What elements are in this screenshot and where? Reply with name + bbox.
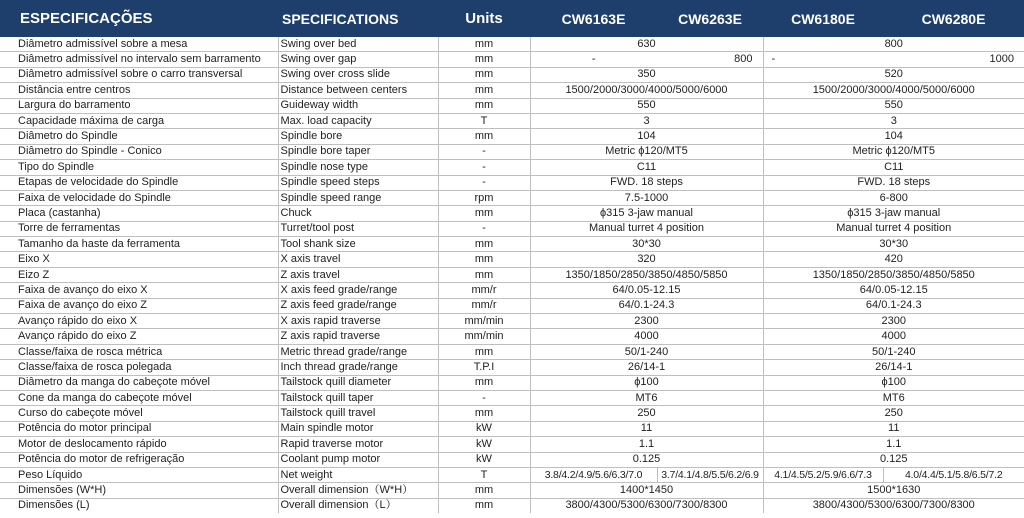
spec-unit: mm xyxy=(438,52,530,67)
spec-value-cw6263e: 3.7/4.1/4.8/5.5/6.2/6.9 xyxy=(657,467,763,482)
spec-unit: T xyxy=(438,113,530,128)
spec-label-pt: Faixa de velocidade do Spindle xyxy=(0,190,278,205)
spec-value-cw6x80e: ϕ100 xyxy=(763,375,1024,390)
spec-label-en: X axis travel xyxy=(278,252,438,267)
spec-value-cw6x63e: 250 xyxy=(530,406,763,421)
spec-value-cw6x63e: 64/0.1-24.3 xyxy=(530,298,763,313)
spec-value-cw6x63e: 2300 xyxy=(530,314,763,329)
spec-value-cw6x63e: 1.1 xyxy=(530,437,763,452)
header-row xyxy=(0,0,1024,37)
spec-value-cw6x80e: 520 xyxy=(763,67,1024,82)
spec-label-pt: Faixa de avanço do eixo X xyxy=(0,283,278,298)
spec-label-pt: Diâmetro da manga do cabeçote móvel xyxy=(0,375,278,390)
spec-unit: mm xyxy=(438,483,530,498)
spec-value-cw6x80e: ϕ315 3-jaw manual xyxy=(763,206,1024,221)
spec-label-en: X axis feed grade/range xyxy=(278,283,438,298)
spec-unit: - xyxy=(438,175,530,190)
spec-unit: mm xyxy=(438,129,530,144)
table-row xyxy=(0,437,1024,452)
spec-unit: rpm xyxy=(438,190,530,205)
spec-label-pt: Dimensões (W*H) xyxy=(0,483,278,498)
spec-table-body xyxy=(0,37,1024,513)
spec-unit: mm xyxy=(438,344,530,359)
spec-label-en: Rapid traverse motor xyxy=(278,437,438,452)
header-model-cw6263e: CW6263E xyxy=(657,0,763,37)
spec-value-cw6x80e: 4000 xyxy=(763,329,1024,344)
table-row xyxy=(0,375,1024,390)
spec-label-pt: Distância entre centros xyxy=(0,83,278,98)
spec-label-pt: Largura do barramento xyxy=(0,98,278,113)
spec-label-pt: Cone da manga do cabeçote móvel xyxy=(0,390,278,405)
spec-label-pt: Faixa de avanço do eixo Z xyxy=(0,298,278,313)
table-row xyxy=(0,314,1024,329)
table-row xyxy=(0,390,1024,405)
spec-unit: mm xyxy=(438,267,530,282)
spec-label-en: Spindle speed steps xyxy=(278,175,438,190)
spec-unit: mm xyxy=(438,83,530,98)
spec-value-cw6x63e: 3 xyxy=(530,113,763,128)
spec-label-en: Spindle nose type xyxy=(278,160,438,175)
spec-unit: mm xyxy=(438,375,530,390)
spec-value-cw6180e: 4.1/4.5/5.2/5.9/6.6/7.3 xyxy=(763,467,883,482)
table-row xyxy=(0,98,1024,113)
table-row xyxy=(0,83,1024,98)
spec-value-cw6x80e: 550 xyxy=(763,98,1024,113)
spec-value-cw6x80e: 11 xyxy=(763,421,1024,436)
spec-value-cw6x63e: MT6 xyxy=(530,390,763,405)
spec-label-en: Z axis feed grade/range xyxy=(278,298,438,313)
spec-value-cw6x80e: C11 xyxy=(763,160,1024,175)
table-row xyxy=(0,498,1024,513)
spec-label-en: Tailstock quill travel xyxy=(278,406,438,421)
spec-label-en: Metric thread grade/range xyxy=(278,344,438,359)
spec-value-cw6x63e: 630 xyxy=(530,37,763,52)
spec-value-cw6x80e: 104 xyxy=(763,129,1024,144)
table-row xyxy=(0,283,1024,298)
spec-label-pt: Tamanho da haste da ferramenta xyxy=(0,237,278,252)
header-units: Units xyxy=(438,0,530,37)
table-row xyxy=(0,298,1024,313)
spec-label-en: Main spindle motor xyxy=(278,421,438,436)
spec-value-cw6x80e: 30*30 xyxy=(763,237,1024,252)
spec-value-cw6163e: - xyxy=(530,52,657,67)
spec-value-cw6x80e: Metric ϕ120/MT5 xyxy=(763,144,1024,159)
spec-value-cw6x80e: 3 xyxy=(763,113,1024,128)
spec-label-en: Tailstock quill diameter xyxy=(278,375,438,390)
spec-value-cw6x80e: FWD. 18 steps xyxy=(763,175,1024,190)
table-row xyxy=(0,160,1024,175)
spec-label-en: Overall dimension（W*H） xyxy=(278,483,438,498)
spec-label-pt: Peso Líquido xyxy=(0,467,278,482)
spec-unit: mm xyxy=(438,98,530,113)
spec-label-pt: Tipo do Spindle xyxy=(0,160,278,175)
spec-label-en: Turret/tool post xyxy=(278,221,438,236)
spec-value-cw6263e: 800 xyxy=(657,52,763,67)
spec-value-cw6x63e: 320 xyxy=(530,252,763,267)
spec-value-cw6x63e: 350 xyxy=(530,67,763,82)
table-row xyxy=(0,360,1024,375)
spec-label-en: Z axis rapid traverse xyxy=(278,329,438,344)
table-row xyxy=(0,129,1024,144)
header-especificacoes: ESPECIFICAÇÕES xyxy=(0,0,278,37)
header-model-cw6280e: CW6280E xyxy=(883,0,1024,37)
spec-label-en: Tailstock quill taper xyxy=(278,390,438,405)
spec-value-cw6x80e: 250 xyxy=(763,406,1024,421)
spec-label-pt: Eizo Z xyxy=(0,267,278,282)
spec-value-cw6x63e: 4000 xyxy=(530,329,763,344)
spec-label-en: X axis rapid traverse xyxy=(278,314,438,329)
spec-label-en: Tool shank size xyxy=(278,237,438,252)
spec-value-cw6x80e: Manual turret 4 position xyxy=(763,221,1024,236)
spec-unit: mm xyxy=(438,498,530,513)
spec-unit: mm/r xyxy=(438,283,530,298)
spec-unit: mm xyxy=(438,206,530,221)
spec-value-cw6x63e: 550 xyxy=(530,98,763,113)
spec-unit: mm/r xyxy=(438,298,530,313)
table-row xyxy=(0,452,1024,467)
spec-label-en: Swing over bed xyxy=(278,37,438,52)
table-row xyxy=(0,329,1024,344)
spec-label-pt: Diâmetro admissível no intervalo sem barramento xyxy=(0,52,278,67)
spec-label-pt: Placa (castanha) xyxy=(0,206,278,221)
spec-unit: kW xyxy=(438,437,530,452)
spec-label-en: Coolant pump motor xyxy=(278,452,438,467)
spec-label-pt: Torre de ferramentas xyxy=(0,221,278,236)
spec-value-cw6x63e: 1500/2000/3000/4000/5000/6000 xyxy=(530,83,763,98)
spec-label-pt: Diâmetro admissível sobre a mesa xyxy=(0,37,278,52)
table-row xyxy=(0,37,1024,52)
spec-unit: mm xyxy=(438,237,530,252)
spec-value-cw6x80e: 1500/2000/3000/4000/5000/6000 xyxy=(763,83,1024,98)
spec-value-cw6x63e: 0.125 xyxy=(530,452,763,467)
spec-value-cw6x80e: 800 xyxy=(763,37,1024,52)
spec-value-cw6x80e: 6-800 xyxy=(763,190,1024,205)
spec-unit: T.P.I xyxy=(438,360,530,375)
spec-unit: mm/min xyxy=(438,314,530,329)
table-row xyxy=(0,467,1024,482)
spec-label-en: Chuck xyxy=(278,206,438,221)
spec-value-cw6x63e: ϕ100 xyxy=(530,375,763,390)
spec-value-cw6x80e: 420 xyxy=(763,252,1024,267)
spec-value-cw6x80e: 2300 xyxy=(763,314,1024,329)
spec-label-pt: Curso do cabeçote móvel xyxy=(0,406,278,421)
spec-value-cw6x63e: ϕ315 3-jaw manual xyxy=(530,206,763,221)
spec-label-pt: Avanço rápido do eixo X xyxy=(0,314,278,329)
spec-label-pt: Diâmetro do Spindle - Conico xyxy=(0,144,278,159)
spec-value-cw6x80e: MT6 xyxy=(763,390,1024,405)
spec-value-cw6x63e: C11 xyxy=(530,160,763,175)
spec-value-cw6x80e: 64/0.1-24.3 xyxy=(763,298,1024,313)
spec-value-cw6x63e: 7.5-1000 xyxy=(530,190,763,205)
table-row xyxy=(0,483,1024,498)
header-model-cw6180e: CW6180E xyxy=(763,0,883,37)
header-model-cw6163e: CW6163E xyxy=(530,0,657,37)
spec-label-en: Overall dimension（L） xyxy=(278,498,438,513)
table-row xyxy=(0,206,1024,221)
spec-value-cw6x63e: FWD. 18 steps xyxy=(530,175,763,190)
spec-label-en: Net weight xyxy=(278,467,438,482)
spec-unit: mm/min xyxy=(438,329,530,344)
spec-unit: mm xyxy=(438,37,530,52)
spec-value-cw6x80e: 26/14-1 xyxy=(763,360,1024,375)
spec-label-en: Swing over gap xyxy=(278,52,438,67)
spec-unit: mm xyxy=(438,252,530,267)
spec-label-en: Inch thread grade/range xyxy=(278,360,438,375)
spec-value-cw6x63e: Manual turret 4 position xyxy=(530,221,763,236)
spec-unit: kW xyxy=(438,421,530,436)
spec-value-cw6x63e: Metric ϕ120/MT5 xyxy=(530,144,763,159)
table-row xyxy=(0,344,1024,359)
table-row xyxy=(0,52,1024,67)
spec-value-cw6x63e: 26/14-1 xyxy=(530,360,763,375)
spec-unit: kW xyxy=(438,452,530,467)
table-row xyxy=(0,252,1024,267)
spec-label-en: Swing over cross slide xyxy=(278,67,438,82)
spec-label-en: Spindle bore taper xyxy=(278,144,438,159)
spec-label-en: Guideway width xyxy=(278,98,438,113)
spec-label-pt: Classe/faixa de rosca métrica xyxy=(0,344,278,359)
table-row xyxy=(0,267,1024,282)
spec-value-cw6x80e: 1350/1850/2850/3850/4850/5850 xyxy=(763,267,1024,282)
spec-label-en: Spindle bore xyxy=(278,129,438,144)
spec-value-cw6163e: 3.8/4.2/4.9/5.6/6.3/7.0 xyxy=(530,467,657,482)
spec-value-cw6x80e: 50/1-240 xyxy=(763,344,1024,359)
spec-value-cw6x63e: 50/1-240 xyxy=(530,344,763,359)
spec-value-cw6x80e: 0.125 xyxy=(763,452,1024,467)
spec-label-pt: Etapas de velocidade do Spindle xyxy=(0,175,278,190)
spec-label-en: Z axis travel xyxy=(278,267,438,282)
spec-value-cw6180e: - xyxy=(763,52,883,67)
table-row xyxy=(0,237,1024,252)
spec-label-pt: Capacidade máxima de carga xyxy=(0,113,278,128)
spec-value-cw6x80e: 1500*1630 xyxy=(763,483,1024,498)
spec-label-pt: Avanço rápido do eixo Z xyxy=(0,329,278,344)
spec-value-cw6x80e: 64/0.05-12.15 xyxy=(763,283,1024,298)
spec-label-pt: Diâmetro do Spindle xyxy=(0,129,278,144)
table-row xyxy=(0,190,1024,205)
spec-label-pt: Classe/faixa de rosca polegada xyxy=(0,360,278,375)
spec-value-cw6x80e: 1.1 xyxy=(763,437,1024,452)
spec-label-pt: Potência do motor principal xyxy=(0,421,278,436)
spec-unit: mm xyxy=(438,67,530,82)
table-row xyxy=(0,175,1024,190)
spec-unit: - xyxy=(438,221,530,236)
table-row xyxy=(0,67,1024,82)
table-row xyxy=(0,406,1024,421)
spec-label-en: Max. load capacity xyxy=(278,113,438,128)
spec-unit: mm xyxy=(438,406,530,421)
spec-unit: - xyxy=(438,160,530,175)
spec-label-pt: Diâmetro admissível sobre o carro transversal xyxy=(0,67,278,82)
spec-value-cw6280e: 1000 xyxy=(883,52,1024,67)
spec-unit: - xyxy=(438,390,530,405)
spec-label-en: Spindle speed range xyxy=(278,190,438,205)
spec-value-cw6x63e: 3800/4300/5300/6300/7300/8300 xyxy=(530,498,763,513)
spec-value-cw6x63e: 1400*1450 xyxy=(530,483,763,498)
spec-value-cw6x63e: 1350/1850/2850/3850/4850/5850 xyxy=(530,267,763,282)
spec-label-pt: Dimensões (L) xyxy=(18,499,90,512)
spec-value-cw6280e: 4.0/4.4/5.1/5.8/6.5/7.2 xyxy=(883,467,1024,482)
spec-label-en: Distance between centers xyxy=(278,83,438,98)
table-row xyxy=(0,144,1024,159)
spec-label-pt: Motor de deslocamento rápido xyxy=(0,437,278,452)
spec-unit: - xyxy=(438,144,530,159)
header-specifications: SPECIFICATIONS xyxy=(278,0,438,37)
spec-label-pt: Potência do motor de refrigeração xyxy=(0,452,278,467)
spec-value-cw6x63e: 64/0.05-12.15 xyxy=(530,283,763,298)
spec-value-cw6x63e: 11 xyxy=(530,421,763,436)
spec-unit: T xyxy=(438,467,530,482)
table-row xyxy=(0,113,1024,128)
table-row xyxy=(0,421,1024,436)
spec-value-cw6x80e: 3800/4300/5300/6300/7300/8300 xyxy=(763,498,1024,513)
spec-value-cw6x63e: 104 xyxy=(530,129,763,144)
table-row xyxy=(0,221,1024,236)
spec-value-cw6x63e: 30*30 xyxy=(530,237,763,252)
spec-label-pt: Eixo X xyxy=(0,252,278,267)
